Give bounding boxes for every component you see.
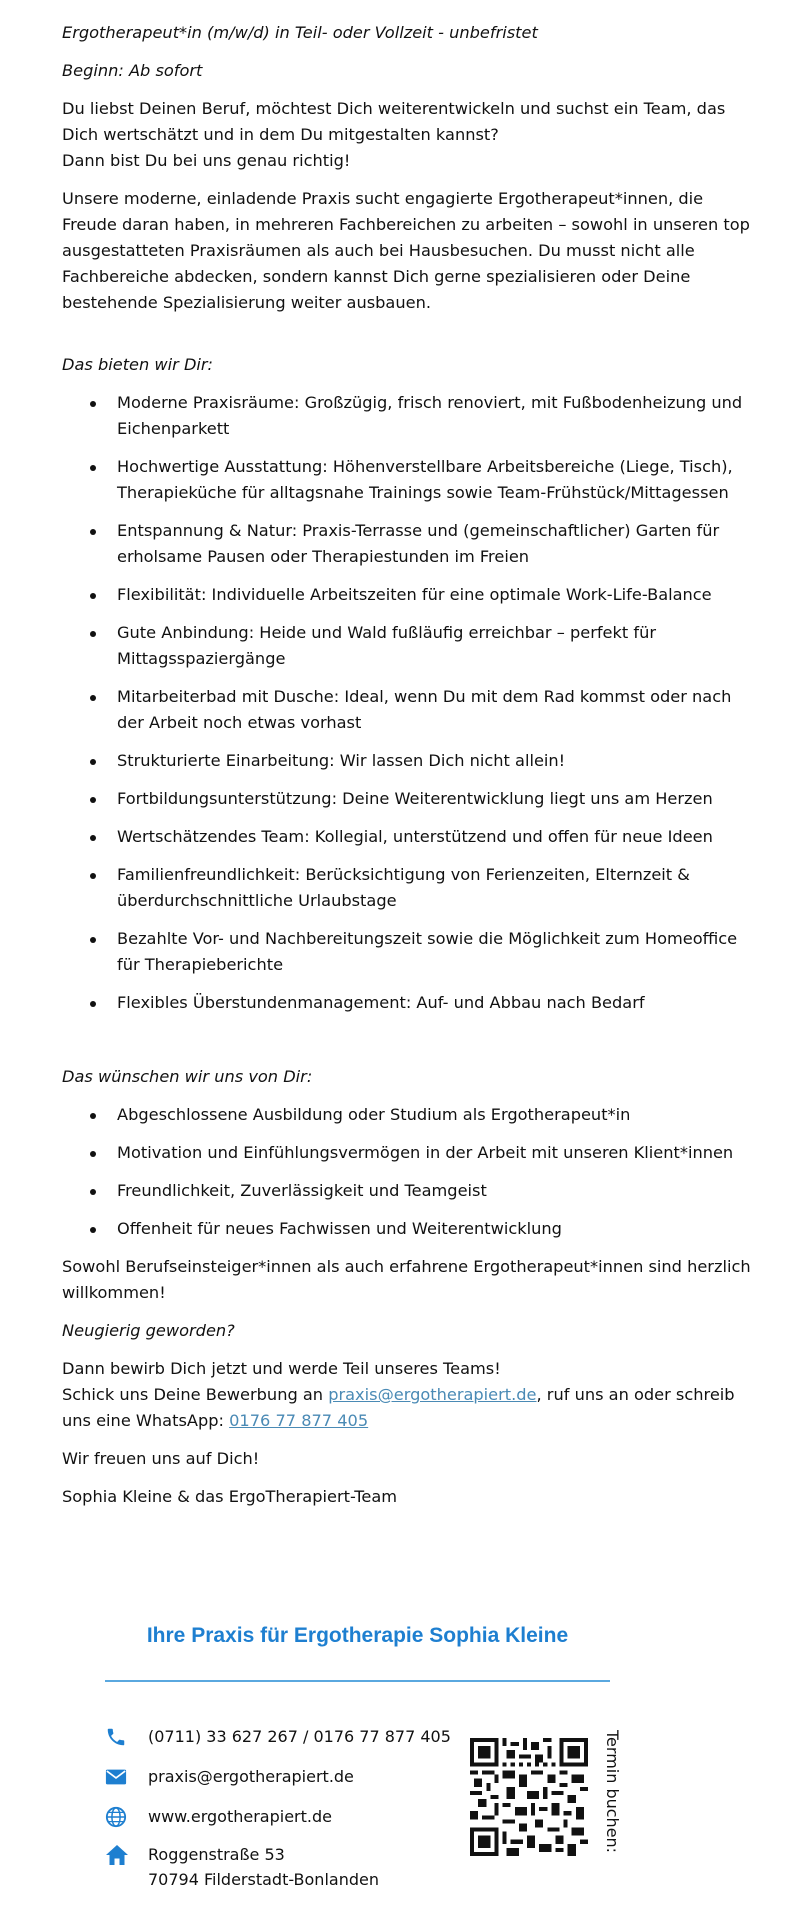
posting-content (62, 20, 762, 1522)
offer-item: Entspannung & Natur: Praxis-Terrasse und (gemeinschaftlicher) Garten für erholsame Pausen oder Therapiestunden im Freien (62, 518, 762, 570)
address-street: Roggenstraße 53 (148, 1845, 285, 1864)
wish-item: Abgeschlossene Ausbildung oder Studium als Ergotherapeut*in (62, 1102, 762, 1128)
address-city: 70794 Filderstadt-Bonlanden (148, 1870, 379, 1889)
offer-item: Mitarbeiterbad mit Dusche: Ideal, wenn Du mit dem Rad kommst oder nach der Arbeit noch etwas vorhast (62, 684, 762, 736)
wish-list (62, 1102, 762, 1242)
contact-email-row (105, 1764, 354, 1789)
home-icon (105, 1842, 133, 1867)
phone-icon (105, 1724, 133, 1749)
apply-paragraph (62, 1356, 762, 1434)
card-divider (105, 1680, 610, 1682)
wish-item: Motivation und Einfühlungsvermögen in der Arbeit mit unseren Klient*innen (62, 1140, 762, 1166)
whatsapp-phone-link[interactable]: 0176 77 877 405 (229, 1411, 369, 1430)
apply-text-mid: , ruf uns an oder schreib uns eine WhatsApp: (62, 1385, 735, 1430)
intro-line-2: Dann bist Du bei uns genau richtig! (62, 151, 351, 170)
globe-icon (105, 1804, 133, 1829)
offer-item: Gute Anbindung: Heide und Wald fußläufig erreichbar – perfekt für Mittagsspaziergänge (62, 620, 762, 672)
wish-item: Freundlichkeit, Zuverlässigkeit und Teamgeist (62, 1178, 762, 1204)
offer-heading: Das bieten wir Dir: (62, 355, 214, 374)
offer-item: Fortbildungsunterstützung: Deine Weiterentwicklung liegt uns am Herzen (62, 786, 762, 812)
offer-item: Hochwertige Ausstattung: Höhenverstellbare Arbeitsbereiche (Liege, Tisch), Therapieküche für alltagsnahe Trainings sowie Team-Frühstück/Mittagessen (62, 454, 762, 506)
contact-email[interactable]: praxis@ergotherapiert.de (148, 1767, 354, 1786)
job-title: Ergotherapeut*in (m/w/d) in Teil- oder Vollzeit - unbefristet (62, 23, 538, 42)
welcome-paragraph: Sowohl Berufseinsteiger*innen als auch erfahrene Ergotherapeut*innen sind herzlich willkommen! (62, 1257, 751, 1302)
offer-item: Flexibilität: Individuelle Arbeitszeiten für eine optimale Work-Life-Balance (62, 582, 762, 608)
curious-heading: Neugierig geworden? (62, 1321, 235, 1340)
offer-list (62, 390, 762, 1016)
contact-address (148, 1842, 379, 1892)
offer-item: Strukturierte Einarbeitung: Wir lassen Dich nicht allein! (62, 748, 762, 774)
intro-paragraph (62, 96, 762, 174)
contact-phone: (0711) 33 627 267 / 0176 77 877 405 (148, 1727, 451, 1746)
offer-item: Bezahlte Vor- und Nachbereitungszeit sowie die Möglichkeit zum Homeoffice für Therapieberichte (62, 926, 762, 978)
contact-web-row (105, 1804, 332, 1829)
offer-item: Flexibles Überstundenmanagement: Auf- und Abbau nach Bedarf (62, 990, 762, 1016)
qr-code-icon[interactable] (470, 1738, 588, 1856)
practice-paragraph: Unsere moderne, einladende Praxis sucht engagierte Ergotherapeut*innen, die Freude daran haben, in mehreren Fachbereichen zu arbeiten – sowohl in unseren top ausgestatteten Praxisräumen als auch bei Hausbesuchen. Du musst nicht alle Fachbereiche abdecken, sondern kannst Dich gerne spezialisieren oder Deine bestehende Spezialisierung weiter ausbauen. (62, 189, 750, 312)
apply-text-pre: Schick uns Deine Bewerbung an (62, 1385, 329, 1404)
apply-email-link[interactable]: praxis@ergotherapiert.de (328, 1385, 537, 1404)
signature-text: Sophia Kleine & das ErgoTherapiert-Team (62, 1487, 398, 1506)
card-title: Ihre Praxis für Ergotherapie Sophia Kleine (146, 1624, 569, 1647)
qr-booking-label: Termin buchen: (603, 1730, 622, 1854)
offer-item: Moderne Praxisräume: Großzügig, frisch renoviert, mit Fußbodenheizung und Eichenparkett (62, 390, 762, 442)
wish-item: Offenheit für neues Fachwissen und Weiterentwicklung (62, 1216, 762, 1242)
offer-item: Wertschätzendes Team: Kollegial, unterstützend und offen für neue Ideen (62, 824, 762, 850)
start-date: Beginn: Ab sofort (62, 61, 203, 80)
contact-web[interactable]: www.ergotherapiert.de (148, 1807, 332, 1826)
contact-phone-row (105, 1724, 451, 1749)
looking-forward-text: Wir freuen uns auf Dich! (62, 1449, 260, 1468)
wish-heading: Das wünschen wir uns von Dir: (62, 1067, 313, 1086)
contact-address-row (105, 1842, 379, 1892)
offer-item: Familienfreundlichkeit: Berücksichtigung von Ferienzeiten, Elternzeit & überdurchschnittliche Urlaubstage (62, 862, 762, 914)
mail-icon (105, 1764, 133, 1789)
intro-line-1: Du liebst Deinen Beruf, möchtest Dich weiterentwickeln und suchst ein Team, das Dich wertschätzt und in dem Du mitgestalten kannst? (62, 99, 726, 144)
apply-line-1: Dann bewirb Dich jetzt und werde Teil unseres Teams! (62, 1359, 501, 1378)
